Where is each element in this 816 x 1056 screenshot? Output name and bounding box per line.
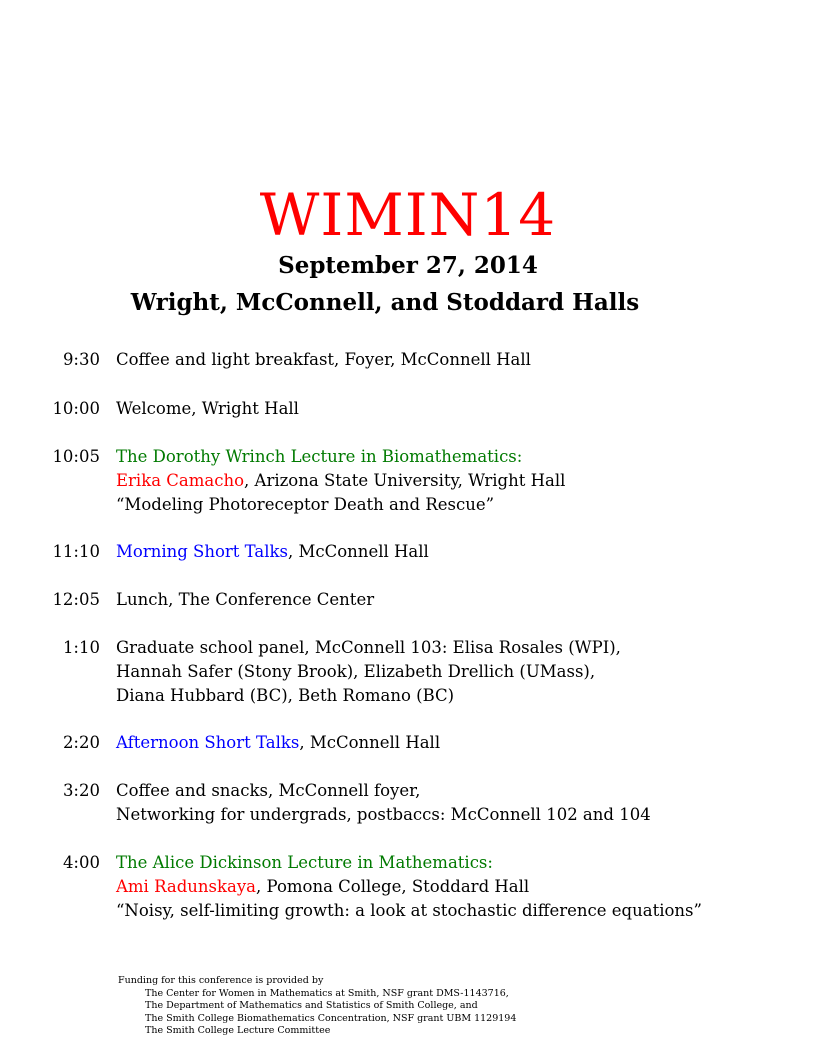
schedule-text: Graduate school panel, McConnell 103: Elisa Rosales (WPI), xyxy=(116,638,621,657)
funding-note xyxy=(118,975,516,1038)
event-venue: Wright, McConnell, and Stoddard Halls xyxy=(130,289,640,316)
schedule-time: 3:20 xyxy=(62,781,100,800)
schedule-time: 1:10 xyxy=(62,638,100,657)
speaker-name: Erika Camacho xyxy=(116,471,245,490)
afternoon-short-talks-link[interactable]: Afternoon Short Talks xyxy=(116,733,300,752)
schedule-location: , McConnell Hall xyxy=(288,542,429,561)
event-title: WIMIN14 xyxy=(259,181,557,249)
funding-source: The Smith College Lecture Committee xyxy=(145,1025,331,1037)
schedule-time: 11:10 xyxy=(52,542,100,561)
talk-title: “Noisy, self-limiting growth: a look at stochastic difference equations” xyxy=(116,901,702,920)
speaker-name: Ami Radunskaya xyxy=(116,877,257,896)
schedule-text: Coffee and snacks, McConnell foyer, xyxy=(116,781,421,800)
lecture-title: The Alice Dickinson Lecture in Mathematics: xyxy=(116,853,493,872)
schedule-text: Welcome, Wright Hall xyxy=(116,399,299,418)
schedule-text: Networking for undergrads, postbaccs: McConnell 102 and 104 xyxy=(116,805,651,824)
schedule-time: 2:20 xyxy=(62,733,100,752)
schedule-text: Coffee and light breakfast, Foyer, McConnell Hall xyxy=(116,350,531,369)
schedule-text: Lunch, The Conference Center xyxy=(116,590,375,609)
event-date: September 27, 2014 xyxy=(278,252,538,279)
schedule-time: 12:05 xyxy=(52,590,100,609)
schedule-text: Hannah Safer (Stony Brook), Elizabeth Drellich (UMass), xyxy=(116,662,596,681)
lecture-title: The Dorothy Wrinch Lecture in Biomathematics: xyxy=(116,447,523,466)
speaker-affiliation: , Pomona College, Stoddard Hall xyxy=(256,877,530,896)
morning-short-talks-link[interactable]: Morning Short Talks xyxy=(116,542,288,561)
speaker-affiliation: , Arizona State University, Wright Hall xyxy=(244,471,566,490)
schedule-text: Diana Hubbard (BC), Beth Romano (BC) xyxy=(116,686,455,705)
funding-intro: Funding for this conference is provided by xyxy=(118,975,324,986)
schedule-time: 9:30 xyxy=(62,350,100,369)
talk-title: “Modeling Photoreceptor Death and Rescue” xyxy=(116,495,495,514)
schedule-time: 4:00 xyxy=(62,853,100,872)
schedule-location: , McConnell Hall xyxy=(299,733,441,752)
schedule-time: 10:00 xyxy=(52,399,100,418)
funding-source: The Center for Women in Mathematics at Smith, NSF grant DMS-1143716, xyxy=(145,987,509,999)
schedule-time: 10:05 xyxy=(52,447,100,466)
funding-source: The Smith College Biomathematics Concentration, NSF grant UBM 1129194 xyxy=(145,1012,517,1024)
funding-source: The Department of Mathematics and Statistics of Smith College, and xyxy=(145,1000,478,1012)
